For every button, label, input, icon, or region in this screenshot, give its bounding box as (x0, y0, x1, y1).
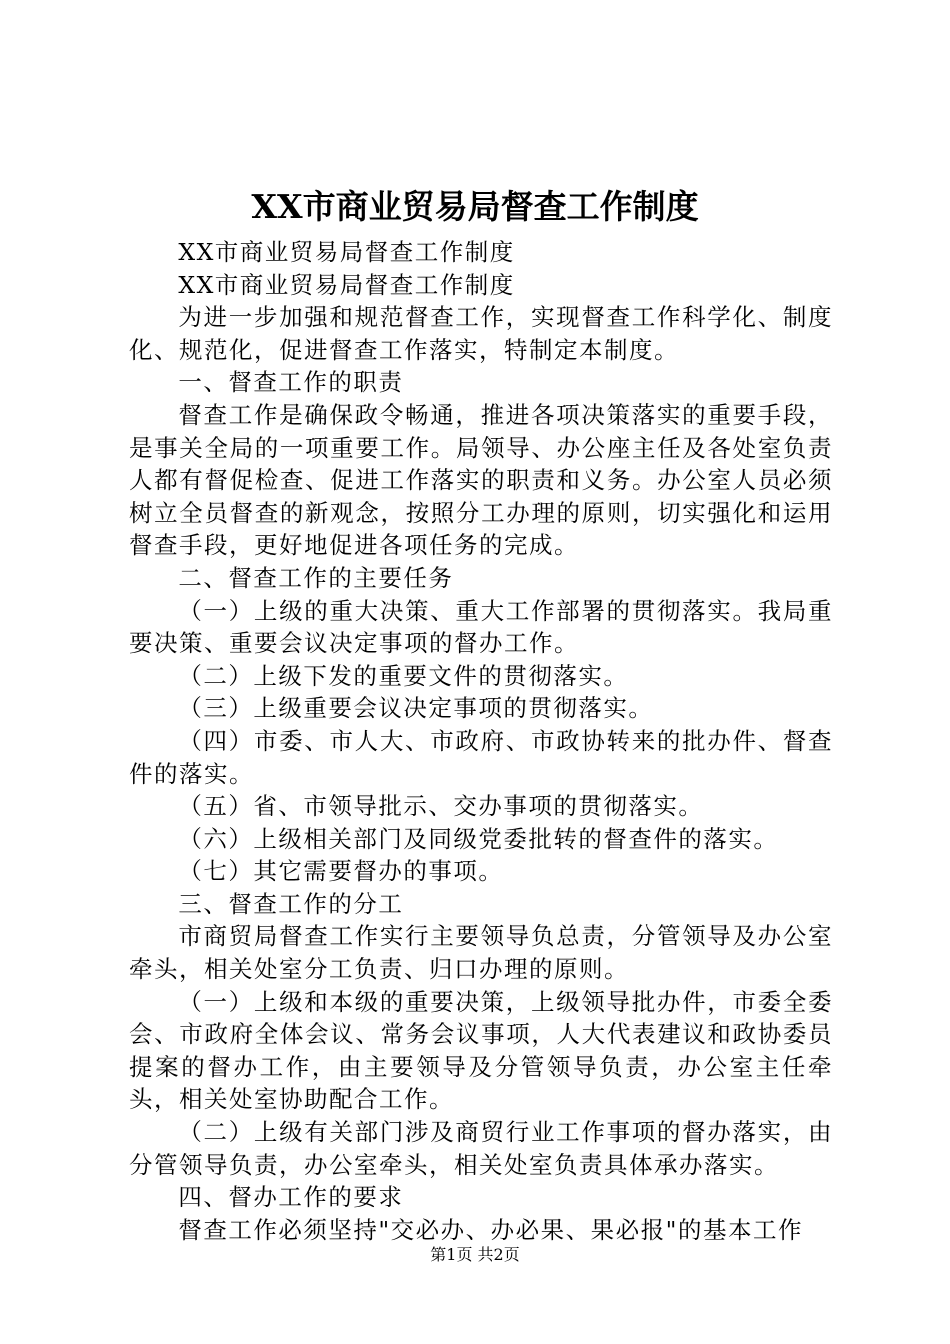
paragraph: 市商贸局督查工作实行主要领导负总责，分管领导及办公室牵头，相关处室分工负责、归口办理的原则。 (129, 922, 833, 984)
paragraph: 为进一步加强和规范督查工作，实现督查工作科学化、制度化、规范化，促进督查工作落实，特制定本制度。 (129, 303, 833, 364)
paragraph: 督查工作是确保政令畅通，推进各项决策落实的重要手段，是事关全局的一项重要工作。局领导、办公座主任及各处室负责人都有督促检查、促进工作落实的职责和义务。办公室人员必须树立全员督查的新观念，按照分工办理的原则，切实强化和运用督查手段，更好地促进各项任务的完成。 (129, 400, 833, 560)
page-footer: 第1页 共2页 (430, 1245, 520, 1264)
document-title: XX市商业贸易局督查工作制度 (251, 187, 699, 226)
list-item: （二）上级下发的重要文件的贯彻落实。 (178, 661, 629, 690)
section-heading: 一、督查工作的职责 (178, 368, 404, 397)
list-item: （一）上级和本级的重要决策，上级领导批办件，市委全委会、市政府全体会议、常务会议事项，人大代表建议和政协委员提案的督办工作，由主要领导及分管领导负责，办公室主任牵头，相关处室协助配合工作。 (129, 987, 833, 1114)
list-item: （二）上级有关部门涉及商贸行业工作事项的督办落实，由分管领导负责，办公室牵头，相关处室负责具体承办落实。 (129, 1118, 833, 1179)
list-item: （六）上级相关部门及同级党委批转的督查件的落实。 (178, 824, 779, 853)
section-heading: 二、督查工作的主要任务 (178, 563, 454, 592)
paragraph: XX市商业贸易局督查工作制度 (178, 270, 515, 299)
list-item: （一）上级的重大决策、重大工作部署的贯彻落实。我局重要决策、重要会议决定事项的督办工作。 (129, 596, 833, 658)
list-item: （四）市委、市人大、市政府、市政协转来的批办件、督查件的落实。 (129, 726, 833, 788)
paragraph: XX市商业贸易局督查工作制度 (178, 238, 515, 266)
list-item: （三）上级重要会议决定事项的贯彻落实。 (178, 694, 654, 723)
section-heading: 三、督查工作的分工 (178, 889, 404, 918)
document-body (129, 236, 833, 1246)
section-heading: 四、督办工作的要求 (178, 1183, 404, 1212)
list-item: （七）其它需要督办的事项。 (178, 857, 504, 886)
list-item: （五）省、市领导批示、交办事项的贯彻落实。 (178, 792, 704, 821)
paragraph: 督查工作必须坚持"交必办、办必果、果必报"的基本工作 (178, 1215, 803, 1244)
